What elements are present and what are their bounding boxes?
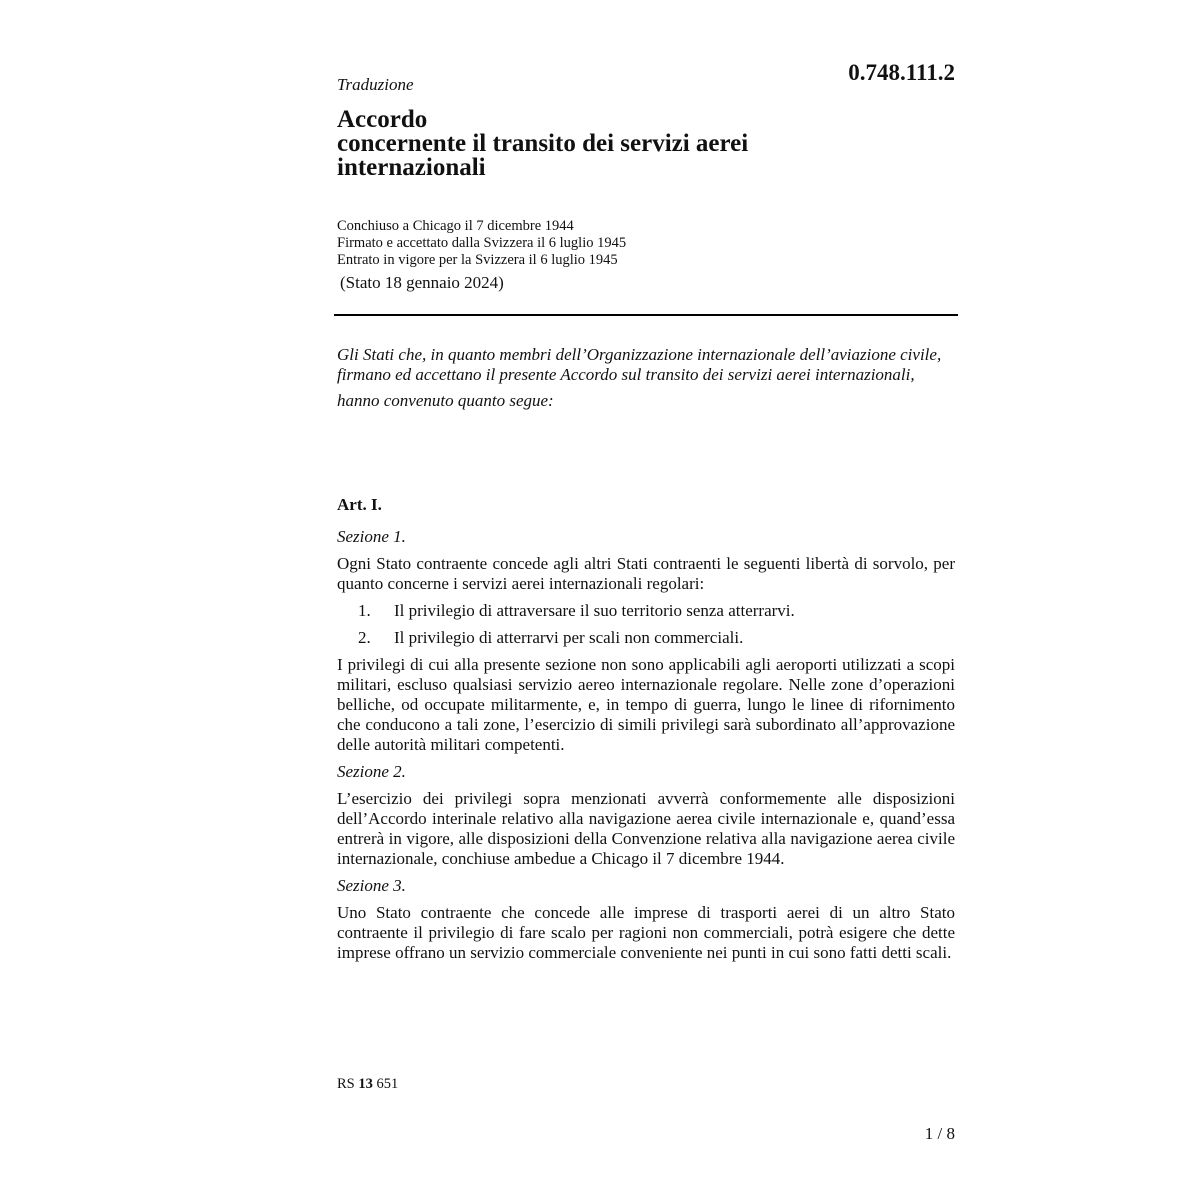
footnote bbox=[337, 1076, 398, 1093]
preamble-text: Gli Stati che, in quanto membri dell’Organizzazione internazionale dell’aviazione civile, firmano ed accettano il presente Accordo sul transito dei servizi aerei internazionali, bbox=[337, 345, 942, 384]
concluded-date: Conchiuso a Chicago il 7 dicembre 1944 bbox=[337, 218, 574, 234]
article-content bbox=[337, 527, 955, 970]
section-1-intro: Ogni Stato contraente concede agli altri Stati contraenti le seguenti libertà di sorvolo, per quanto concerne i servizi aerei internazionali regolari: bbox=[337, 554, 955, 593]
section-2-body: L’esercizio dei privilegi sopra menzionati avverrà conformemente alle disposizioni dell’Accordo interinale relativo alla navigazione aerea civile internazionale e, quand’essa entrerà in vigore, alle disposizioni della Convenzione relativa alla navigazione aerea civile internazionale, conchiuse ambedue a Chicago il 7 dicembre 1944. bbox=[337, 789, 955, 868]
footnote-volume: 13 bbox=[358, 1076, 373, 1092]
title-line-3: internazionali bbox=[337, 154, 486, 181]
preamble-convened: hanno convenuto quanto segue: bbox=[337, 391, 554, 410]
list-item-text: Il privilegio di atterrarvi per scali non commerciali. bbox=[394, 628, 744, 647]
in-force-date: Entrato in vigore per la Svizzera il 6 luglio 1945 bbox=[337, 252, 618, 268]
translation-label: Traduzione bbox=[337, 75, 414, 94]
footnote-prefix: RS bbox=[337, 1076, 355, 1092]
page-number: 1 / 8 bbox=[924, 1124, 955, 1143]
section-1-title: Sezione 1. bbox=[337, 527, 406, 546]
list-item bbox=[337, 601, 955, 621]
list-item-number: 1. bbox=[358, 601, 371, 620]
list-item bbox=[337, 628, 955, 648]
list-item-number: 2. bbox=[358, 628, 371, 647]
footnote-page: 651 bbox=[376, 1076, 399, 1092]
article-heading: Art. I. bbox=[337, 495, 382, 514]
section-3-body: Uno Stato contraente che concede alle imprese di trasporti aerei di un altro Stato contraente il privilegio di fare scalo per ragioni non commerciali, potrà esigere che dette imprese offrano un servizio commerciale conveniente nei punti in cui sono fatti detti scali. bbox=[337, 903, 955, 962]
section-2-title: Sezione 2. bbox=[337, 762, 406, 781]
preamble bbox=[337, 345, 955, 411]
signed-date: Firmato e accettato dalla Svizzera il 6 luglio 1945 bbox=[337, 235, 627, 251]
sr-number: 0.748.111.2 bbox=[848, 60, 955, 85]
header-divider bbox=[334, 314, 958, 316]
status-date: (Stato 18 gennaio 2024) bbox=[340, 273, 504, 292]
section-3-title: Sezione 3. bbox=[337, 876, 406, 895]
title-line-2: concernente il transito dei servizi aerei bbox=[337, 130, 749, 157]
document-metadata bbox=[337, 218, 626, 269]
document-title bbox=[337, 108, 748, 180]
title-line-1: Accordo bbox=[337, 106, 428, 133]
section-1-body: I privilegi di cui alla presente sezione non sono applicabili agli aeroporti utilizzati a scopi militari, escluso qualsiasi servizio aereo internazionale regolare. Nelle zone d’operazioni belliche, od occupate militarmente, e, in tempo di guerra, lungo le linee di rifornimento che conducono a tali zone, l’esercizio di simili privilegi sarà subordinato all’approvazione delle autorità militari competenti. bbox=[337, 655, 955, 754]
list-item-text: Il privilegio di attraversare il suo territorio senza atterrarvi. bbox=[394, 601, 795, 620]
